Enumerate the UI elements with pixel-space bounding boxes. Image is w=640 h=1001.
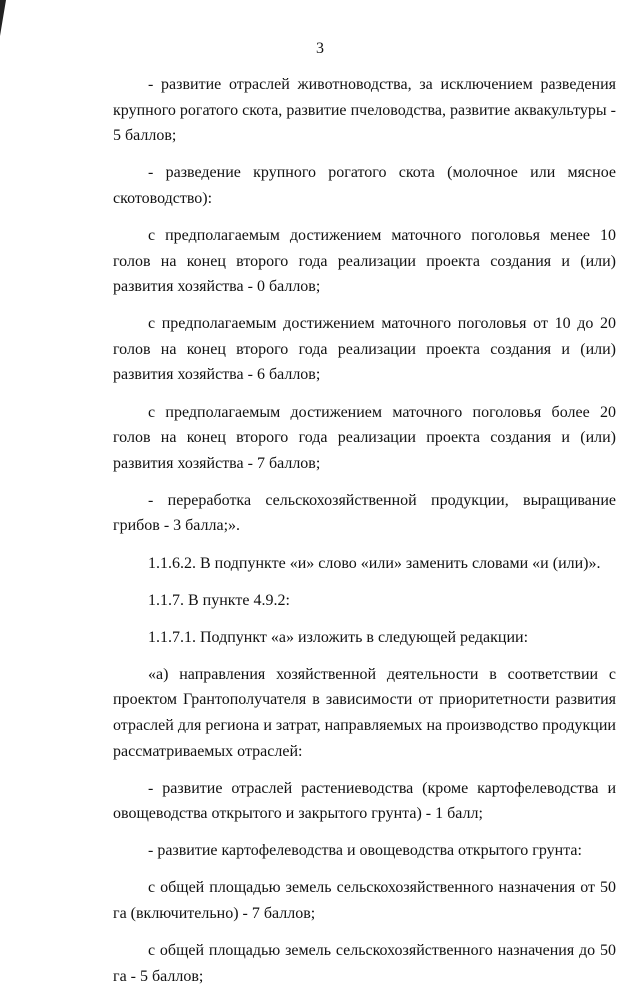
page-number: 3 [316, 40, 324, 57]
scan-edge-mark [0, 0, 6, 36]
paragraph-herd-10-to-20: с предполагаемым достижением маточного поголовья от 10 до 20 голов на конец второго года реализации проекта создания и (или) развития хозяйства - 6 баллов; [113, 315, 616, 384]
paragraph-cattle-breeding: - разведение крупного рогатого скота (молочное или мясное скотоводство): [113, 164, 616, 207]
document-body [113, 72, 616, 1001]
paragraph-potato-vegetable: - развитие картофелеводства и овощеводства открытого грунта: [148, 842, 582, 860]
paragraph-livestock: - развитие отраслей животноводства, за исключением разведения крупного рогатого скота, развитие пчеловодства, развитие аквакультуры - 5 баллов; [113, 76, 616, 145]
paragraph-subclause-a: «а) направления хозяйственной деятельности в соответствии с проектом Грантополучателя в зависимости от приоритетности развития отраслей для региона и затрат, направляемых на производство продукции рассматриваемых отраслей: [113, 665, 616, 760]
paragraph-1-1-7: 1.1.7. В пункте 4.9.2: [148, 591, 290, 609]
paragraph-land-under-50ha: с общей площадью земель сельскохозяйственного назначения до 50 га - 5 баллов; [113, 942, 616, 985]
paragraph-crop-growing: - развитие отраслей растениеводства (кроме картофелеводства и овощеводства открытого и закрытого грунта) - 1 балл; [113, 779, 616, 823]
paragraph-herd-under-10: с предполагаемым достижением маточного поголовья менее 10 голов на конец второго года реализации проекта создания и (или) развития хозяйства - 0 баллов; [113, 226, 616, 296]
paragraph-land-from-50ha: с общей площадью земель сельскохозяйственного назначения от 50 га (включительно) - 7 баллов; [113, 879, 616, 923]
paragraph-processing: - переработка сельскохозяйственной продукции, выращивание грибов - 3 балла;». [113, 491, 616, 535]
paragraph-herd-over-20: с предполагаемым достижением маточного поголовья более 20 голов на конец второго года реализации проекта создания и (или) развития хозяйства - 7 баллов; [113, 403, 616, 472]
paragraph-1-1-7-1: 1.1.7.1. Подпункт «а» изложить в следующей редакции: [148, 628, 529, 646]
paragraph-1-1-6-2: 1.1.6.2. В подпункте «и» слово «или» заменить словами «и (или)». [148, 554, 601, 572]
